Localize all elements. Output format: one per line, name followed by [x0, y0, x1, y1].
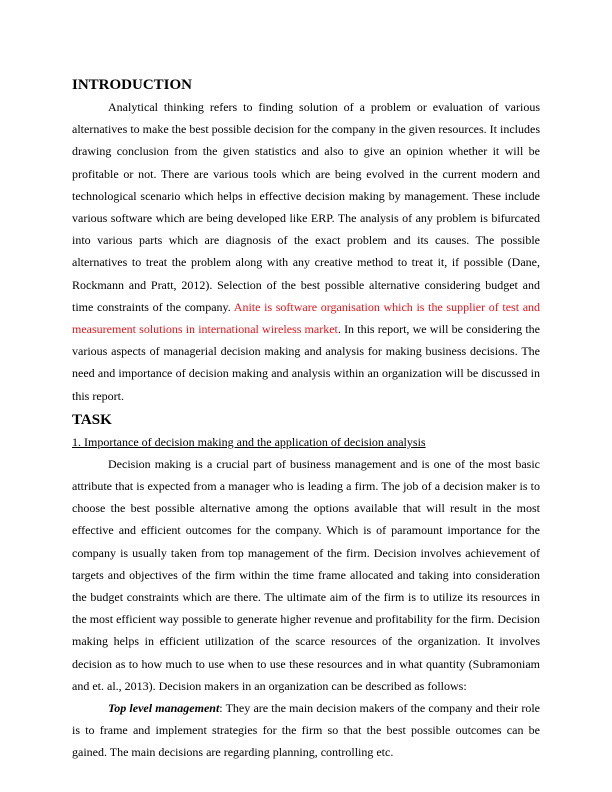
- top-level-management-paragraph: [72, 697, 540, 764]
- introduction-heading: INTRODUCTION: [72, 77, 193, 93]
- task-paragraph: Decision making is a crucial part of business management and is one of the most basic attribute that is expected from a manager who is leading a firm. The job of a decision maker is to choose the best possible alternative among the options available that will result in the most effective and efficient outcomes for the company. Which is of paramount importance for the company is usually taken from top management of the firm. Decision involves achievement of targets and objectives of the firm within the time frame allocated and taking into consideration the budget constraints which are there. The ultimate aim of the firm is to utilize its resources in the most efficient way possible to generate higher revenue and profitability for the firm. Decision making helps in efficient utilization of the scarce resources of the organization. It involves decision as to how much to use when to use these resources and in what quantity (Subramoniam and et. al., 2013). Decision makers in an organization can be described as follows:: [72, 456, 540, 693]
- task-heading: TASK: [72, 411, 112, 428]
- introduction-paragraph: [72, 96, 540, 407]
- highlighted-company-text: Anite is software organisation which is the supplier of test and measurement solutions in international wireless market: [72, 299, 541, 337]
- introduction-text-part1: Analytical thinking refers to finding solution of a problem or evaluation of various alternatives to make the best possible decision for the company in the given resources. It includes drawing conclusion from the given statistics and also to give an opinion whether it will be profitable or not. There are various tools which are being evolved in the current modern and technological scenario which helps in effective decision making by management. These include various software which are being developed like ERP. The analysis of any problem is bifurcated into various parts which are diagnosis of the exact problem and its causes. The possible alternatives to treat the problem along with any creative method to treat it, if possible (Dane, Rockmann and Pratt, 2012). Selection of the best possible alternative considering budget and time constraints of the company.: [72, 100, 540, 314]
- task-subheading: 1. Importance of decision making and the application of decision analysis: [72, 434, 426, 449]
- introduction-text-part2: . In this report, we will be considering the various aspects of managerial decision making and analysis for making business decisions. The need and importance of decision making and analysis within an organization will be discussed in this report.: [72, 322, 540, 403]
- top-level-management-label: Top level management: [108, 701, 220, 716]
- top-level-management-text: : They are the main decision makers of the company and their role is to frame and implement strategies for the firm so that the best possible outcomes can be gained. The main decisions are regarding planning, controlling etc.: [72, 701, 540, 760]
- page-content: [72, 74, 540, 764]
